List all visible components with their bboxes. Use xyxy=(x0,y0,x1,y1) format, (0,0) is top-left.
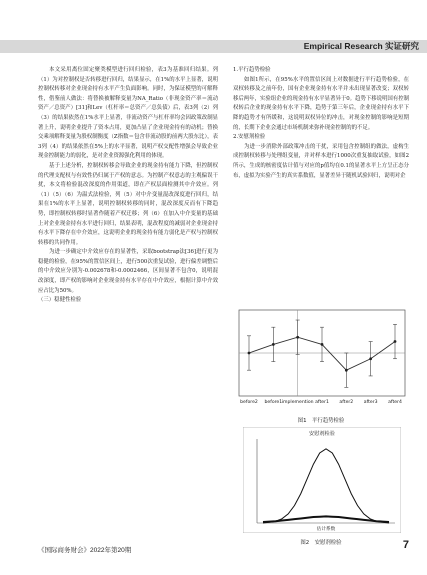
data-point xyxy=(345,369,348,372)
data-point xyxy=(296,336,299,339)
tick-label: after3 xyxy=(363,400,378,405)
journal-footer: 《国际商务财会》2022年第20期 xyxy=(38,547,132,554)
tick-label: after1 xyxy=(315,400,329,405)
header-bar xyxy=(0,40,427,53)
figure-1-caption: 图1 平行趋势检验 xyxy=(297,418,345,424)
tick-label: before2 xyxy=(240,400,258,405)
left-column xyxy=(38,66,218,306)
paragraph: 如图1所示，在95%水平的置信区间上对数据进行平行趋势检验，在双权转移及之前年份，国有企业现金持有水平并未出现显著改变；双权转移后两年，实验组企业的现金持有水平显著异于0。趋势下移说明国有控制权转后企业的现金持有水平下降，趋势于第三年后，企业现金持有水平下降的趋势才有所缓和，这说明双权异位的冲击，对现金控制的影响是短期的，长期下企业会通过市场机制来弥补现金控制的的不足。 xyxy=(233,76,409,131)
section-header-title: Empirical Research 实证研究 xyxy=(303,41,419,51)
tick-label: implemention xyxy=(281,400,314,405)
data-point xyxy=(369,357,372,360)
paragraph: 基于上述分析，控制权转移会导致企业的现金持有能力下降，但控制权的代理支配权与有效性仍归属于产权的意志。为控制产权意志的主观偏误干扰，本文将检验混改深度的作用渠道，即在产权层面检测其中介效应。列（1）（5）（6）为温式法检验，列（5）对中介变量混改深度进行回归，结果在1%的水平上显著，说明控制权转移的同时，混改深度反而有下降趋势，即控制权转移时显著作随着产权迁移；列（6）在加入中介变量的基础上对企业现金持有水平进行回归，结果表明，混改程度的减弱对企业现金持有水平下降存在中介效应，这说明企业的现金持有能力弱化是产权与控制权转移的共同作用。 xyxy=(38,162,218,246)
data-point xyxy=(321,343,324,346)
paragraph: 为进一步确定中介效应存在的显著性，采取bootstrap法[36]进行更为稳健的检验，在95%的置信区间上，进行500次重复试验，进行偏差调整后的中介效应分别为-0.002678和-0.0002466，区间显著不包含0，说明混改深度，即产权的影响对企业现金持有水平存在中介效应，根据计算中介效应占比为50%。 xyxy=(38,249,218,294)
figure-2-caption: 图2 安慰剂检验 xyxy=(300,540,342,546)
data-point xyxy=(248,352,251,355)
placebo-chart xyxy=(243,427,401,533)
tick-label: after4 xyxy=(388,400,402,405)
subsection-heading: 1.平行趋势检验 xyxy=(233,67,271,73)
parallel-trend-chart xyxy=(233,306,409,410)
tick-label: after2 xyxy=(339,400,354,405)
figure-2 xyxy=(243,427,401,533)
chart-title: 安慰剂检验 xyxy=(309,431,335,437)
data-point xyxy=(272,343,275,346)
paragraph: 为进一步消除外部政策冲击的干扰，采用包含控制组的做法，虚构生成控制权转移与处理组变量，并对样本进行1000次重复抽取试验，如图2所示，生成的核密度估计值与对应的p值均在0.1的显著水平上方呈正态分布，虚拟为实验产生的真实系数值，显著差异于随机试验回归，说明对企 xyxy=(233,143,409,179)
subsection-heading: （三）稳健性检验 xyxy=(38,297,82,304)
page-number: 7 xyxy=(402,539,409,551)
data-point xyxy=(394,340,397,343)
subsection-heading: 2.安慰剂检验 xyxy=(233,134,266,141)
right-column xyxy=(233,66,409,181)
figure-1 xyxy=(233,306,409,410)
tick-label: before1 xyxy=(264,400,283,405)
x-axis-label: 估计系数 xyxy=(316,527,336,532)
paragraph: 本文采用离位固定聚类模型进行回归检验，表3为基准回归结果。列（1）为对控制权是否转移进行回归，结果显示，在1%的水平上显著，说明控制权转移对企业现金持有水平产生负面影响。同时，为保证模型的可解释性，借鉴前人做法：将替换被解释变量为NA_Ratio（非现金资产率＝流动资产／总资产）[31]和Lev（杠杆率＝总资产／总负债）后，表3列（2）列（3）的结果依然在1%水平上显著，非流动资产与杠杆率均会因政策改制显著上升，说明企业提升了资本占用，更加凸显了企业现金持有的动机；替换交乘项解释变量为股权制衡度（Z指数＝包含非流动股的前两大股东比），表3列（4）的结果依然在5%上的水平显著，说明产权交配性增强会导致企业现金控制能力的弱化，是对企业资源强化利用的体现。 xyxy=(38,67,218,160)
